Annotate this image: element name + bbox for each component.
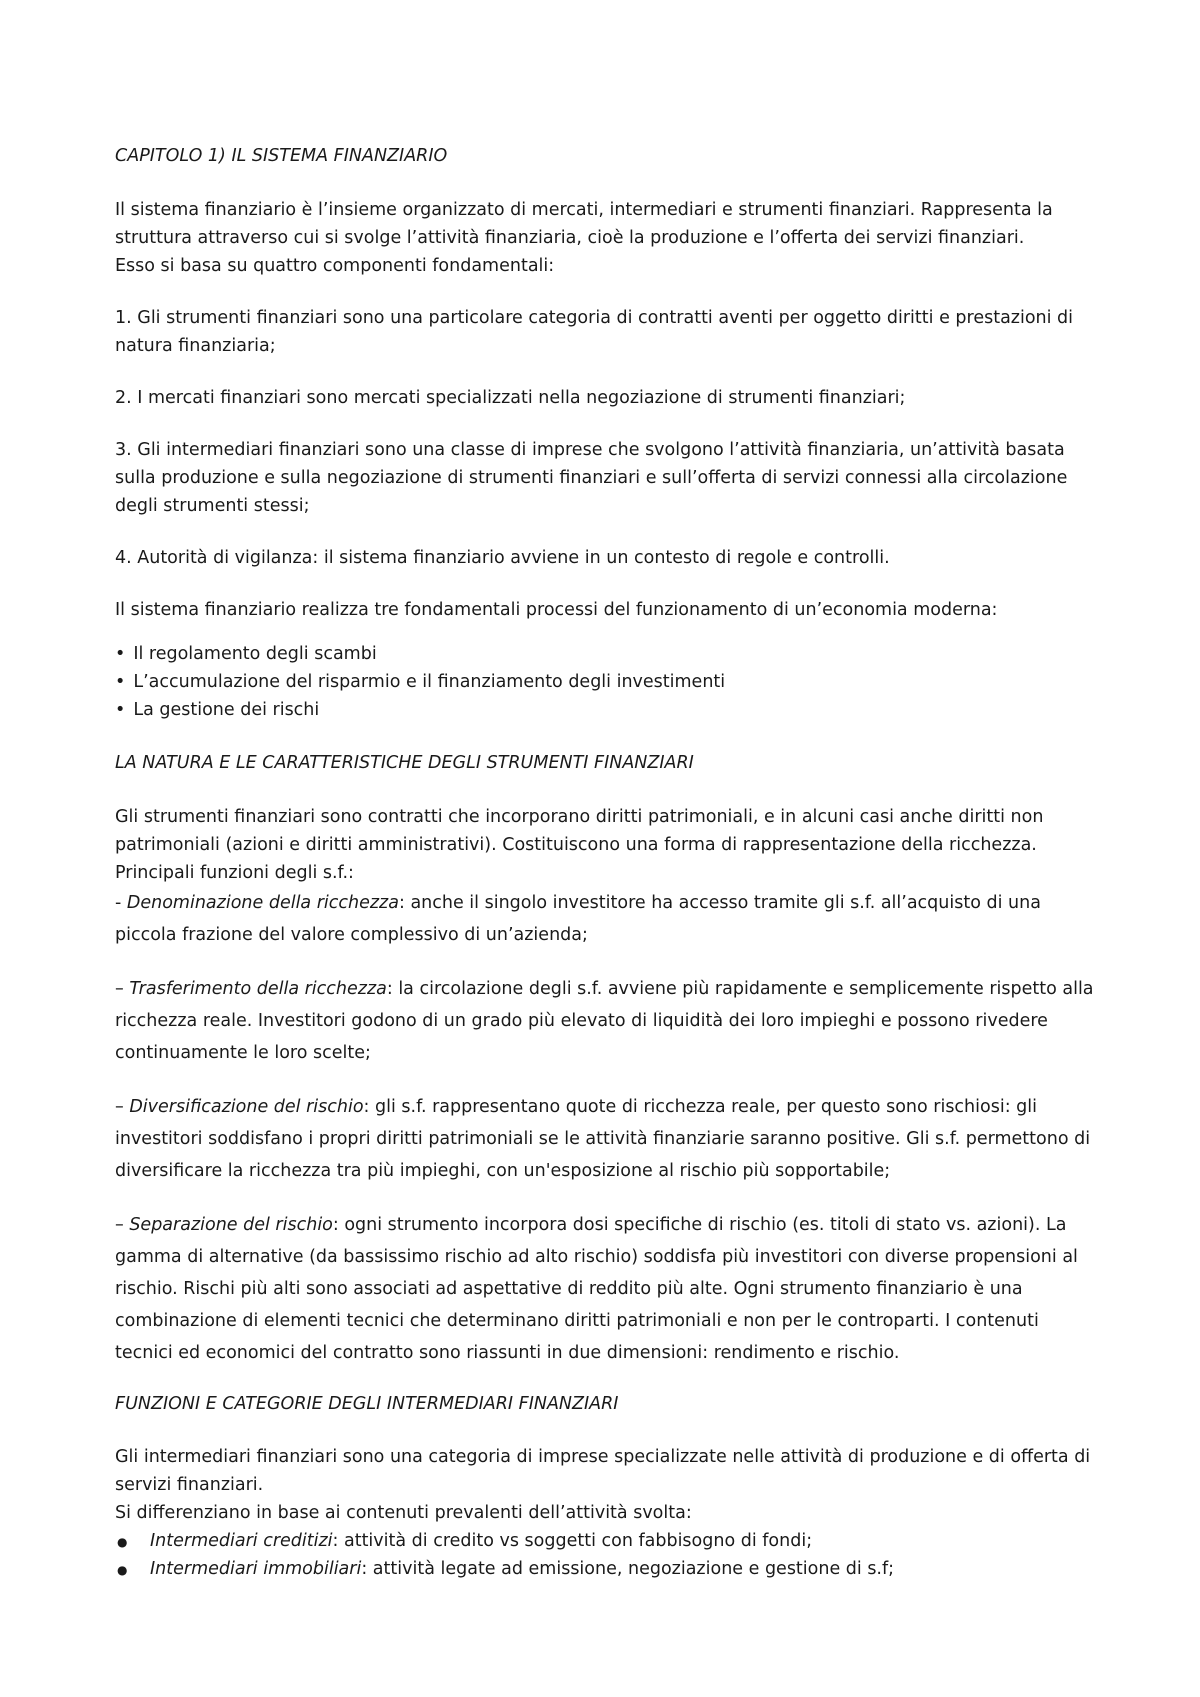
- processes-intro: Il sistema finanziario realizza tre fondamentali processi del funzionamento di un’economia moderna:: [115, 599, 998, 620]
- category-term: Intermediari immobiliari: [150, 1559, 362, 1580]
- component-item: 1. Gli strumenti finanziari sono una particolare categoria di contratti aventi per oggetto diritti e prestazioni di natura finanziaria;: [115, 307, 1074, 356]
- function-item: - Denominazione della ricchezza: anche il singolo investitore ha accesso tramite gli s.f. all’acquisto di una piccola frazione del valore complessivo di un’azienda;: [115, 892, 1041, 945]
- natura-line: Principali funzioni degli s.f.:: [115, 862, 354, 883]
- function-item: – Diversificazione del rischio: gli s.f. rappresentano quote di ricchezza reale, per questo sono rischiosi: gli investitori soddisfano i propri diritti patrimoniali se le attività finanziarie saranno positive. Gli s.f. permettono di diversificare la ricchezza tra più impieghi, con un'esposizione al rischio più sopportabile;: [115, 1096, 1091, 1181]
- categories-list: [115, 1527, 1100, 1583]
- natura-paragraph: [115, 803, 1100, 887]
- intermediari-paragraph: [115, 1443, 1100, 1527]
- intermediari-line: Si differenziano in base ai contenuti prevalenti dell’attività svolta:: [115, 1503, 692, 1524]
- function-item: – Trasferimento della ricchezza: la circolazione degli s.f. avviene più rapidamente e semplicemente rispetto alla ricchezza reale. Investitori godono di un grado più elevato di liquidità dei loro impieghi e possono rivedere continuamente le loro scelte;: [115, 978, 1094, 1063]
- function-term: Trasferimento della ricchezza: [129, 978, 387, 999]
- natura-line: Gli strumenti finanziari sono contratti che incorporano diritti patrimoniali, e in alcuni casi anche diritti non patrimoniali (azioni e diritti amministrativi). Costituiscono una forma di rappresentazione della ricchezza.: [115, 806, 1044, 855]
- function-term: Separazione del rischio: [129, 1214, 333, 1235]
- section-heading: LA NATURA E LE CARATTERISTICHE DEGLI STRUMENTI FINANZIARI: [115, 752, 694, 773]
- intermediari-line: Gli intermediari finanziari sono una categoria di imprese specializzate nelle attività di produzione e di offerta di servizi finanziari.: [115, 1447, 1091, 1496]
- intro-paragraph: [115, 196, 1100, 280]
- list-item: ● Intermediari creditizi: attività di credito vs soggetti con fabbisogno di fondi;: [115, 1527, 1100, 1555]
- category-term: Intermediari creditizi: [150, 1531, 333, 1552]
- processes-list: [115, 640, 1100, 724]
- function-term: Denominazione della ricchezza: [126, 892, 399, 913]
- intro-line: Esso si basa su quattro componenti fondamentali:: [115, 255, 555, 276]
- section-heading: FUNZIONI E CATEGORIE DEGLI INTERMEDIARI FINANZIARI: [115, 1393, 619, 1414]
- list-item: ● Intermediari immobiliari: attività legate ad emissione, negoziazione e gestione di s.f;: [115, 1555, 1100, 1583]
- component-item: 4. Autorità di vigilanza: il sistema finanziario avviene in un contesto di regole e controlli.: [115, 547, 890, 568]
- list-item: • L’accumulazione del risparmio e il finanziamento degli investimenti: [115, 668, 1100, 696]
- list-item: • La gestione dei rischi: [115, 696, 1100, 724]
- intro-line: Il sistema finanziario è l’insieme organizzato di mercati, intermediari e strumenti finanziari. Rappresenta la struttura attraverso cui si svolge l’attività finanziaria, cioè la produzione e l’offerta dei servizi finanziari.: [115, 199, 1053, 248]
- list-item: • Il regolamento degli scambi: [115, 640, 1100, 668]
- function-term: Diversificazione del rischio: [129, 1096, 364, 1117]
- function-item: – Separazione del rischio: ogni strumento incorpora dosi specifiche di rischio (es. titoli di stato vs. azioni). La gamma di alternative (da bassissimo rischio ad alto rischio) soddisfa più investitori con diverse propensioni al rischio. Rischi più alti sono associati ad aspettative di reddito più alte. Ogni strumento finanziario è una combinazione di elementi tecnici che determinano diritti patrimoniali e non per le controparti. I contenuti tecnici ed economici del contratto sono riassunti in due dimensioni: rendimento e rischio.: [115, 1214, 1078, 1363]
- component-item: 3. Gli intermediari finanziari sono una classe di imprese che svolgono l’attività finanziaria, un’attività basata sulla produzione e sulla negoziazione di strumenti finanziari e sull’offerta di servizi connessi alla circolazione degli strumenti stessi;: [115, 439, 1068, 516]
- component-item: 2. I mercati finanziari sono mercati specializzati nella negoziazione di strumenti finanziari;: [115, 387, 906, 408]
- chapter-heading: CAPITOLO 1) IL SISTEMA FINANZIARIO: [115, 146, 448, 166]
